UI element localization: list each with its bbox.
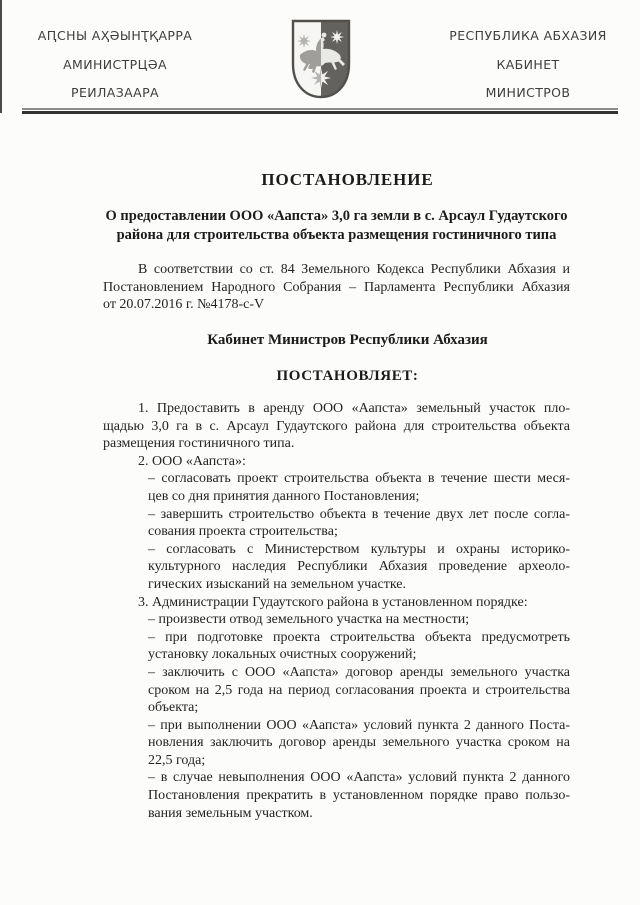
header-line: РЕСПУБЛИКА АБХАЗИЯ xyxy=(449,28,607,43)
resolution-line: гических изысканий на земельном участке. xyxy=(148,576,407,592)
resolution-line: новления заключить договор аренды земельного участка сроком на xyxy=(148,735,570,751)
resolution-line: – согласовать проект строительства объекта в течение шести меся- xyxy=(148,471,570,487)
resolution-line: – завершить строительство объекта в течение двух лет после согла- xyxy=(148,506,570,522)
resolution-line: размещения гостиничного типа. xyxy=(103,436,295,452)
header-divider xyxy=(22,108,618,114)
resolution-line: цев со дня принятия данного Постановления; xyxy=(148,488,420,504)
abkhazia-coat-of-arms-icon xyxy=(290,19,352,99)
resolution-line: – при подготовке проекта строительства объекта предусмотреть xyxy=(148,629,570,645)
resolution-line: культурного наследия Республики Абхазия проведение археоло- xyxy=(148,559,570,575)
resolution-line: 1. Предоставить в аренду ООО «Аапста» земельный участок пло- xyxy=(138,401,570,416)
resolution-list xyxy=(103,400,570,822)
header-line: МИНИСТРОВ xyxy=(485,85,571,100)
document-subtitle xyxy=(103,207,570,245)
resolution-line: Постановления прекратить в установленном порядке право пользо- xyxy=(148,788,570,804)
scan-edge-artifact xyxy=(0,0,2,113)
actor-heading: Кабинет Министров Республики Абхазия xyxy=(207,332,488,348)
header-line: РЕИЛАЗААРА xyxy=(71,85,159,100)
header-line: АМИНИСТРЦӘА xyxy=(63,56,167,72)
header-line: КАБИНЕТ xyxy=(496,56,560,72)
intro-paragraph xyxy=(103,261,570,314)
coat-of-arms xyxy=(290,19,352,104)
resolution-line: сроком на 2,5 года на период согласования проекта и строительства xyxy=(148,682,570,698)
resolution-line: вания земельным участком. xyxy=(148,805,313,821)
resolution-line: – при выполнении ООО «Аапста» условий пункта 2 данного Поста- xyxy=(148,717,570,733)
resolution-line: 22,5 года; xyxy=(148,752,206,768)
document-title: ПОСТАНОВЛЕНИЕ xyxy=(261,170,434,189)
subtitle-line: района для строительства объекта размещения гостиничного типа xyxy=(116,227,557,243)
intro-line: от 20.07.2016 г. №4178-с-V xyxy=(103,297,265,313)
resolution-line: 2. ООО «Аапста»: xyxy=(138,453,246,469)
resolution-line: – заключить с ООО «Аапста» договор аренды земельного участка xyxy=(148,664,570,680)
resolution-line: объекта; xyxy=(148,700,199,716)
header-left-text xyxy=(16,22,214,108)
header-right-text xyxy=(428,22,628,108)
resolution-line: – согласовать с Министерством культуры и охраны историко- xyxy=(148,541,570,557)
intro-line: В соответствии со ст. 84 Земельного Кодекса Республики Абхазия и xyxy=(138,262,570,277)
resolution-line: 3. Администрации Гудаутского района в установленном порядке: xyxy=(138,594,528,610)
subtitle-line: О предоставлении ООО «Аапста» 3,0 га земли в с. Арсаул Гудаутского xyxy=(105,208,568,224)
resolution-line: – в случае невыполнения ООО «Аапста» условий пункта 2 данного xyxy=(148,770,570,786)
resolution-line: установку локальных очистных сооружений; xyxy=(148,647,417,663)
resolve-heading: ПОСТАНОВЛЯЕТ: xyxy=(276,368,419,384)
header-line: АԤСНЫ АҲӘЫНҬҚАРРА xyxy=(37,28,193,43)
resolution-line: сования проекта строительства; xyxy=(148,524,338,540)
intro-line: Постановлением Народного Собрания – Парламента Республики Абхазия xyxy=(103,279,570,295)
resolution-line: щадью 3,0 га в с. Арсаул Гудаутского района для строительства объекта xyxy=(103,418,570,434)
resolution-line: – произвести отвод земельного участка на местности; xyxy=(148,612,470,628)
